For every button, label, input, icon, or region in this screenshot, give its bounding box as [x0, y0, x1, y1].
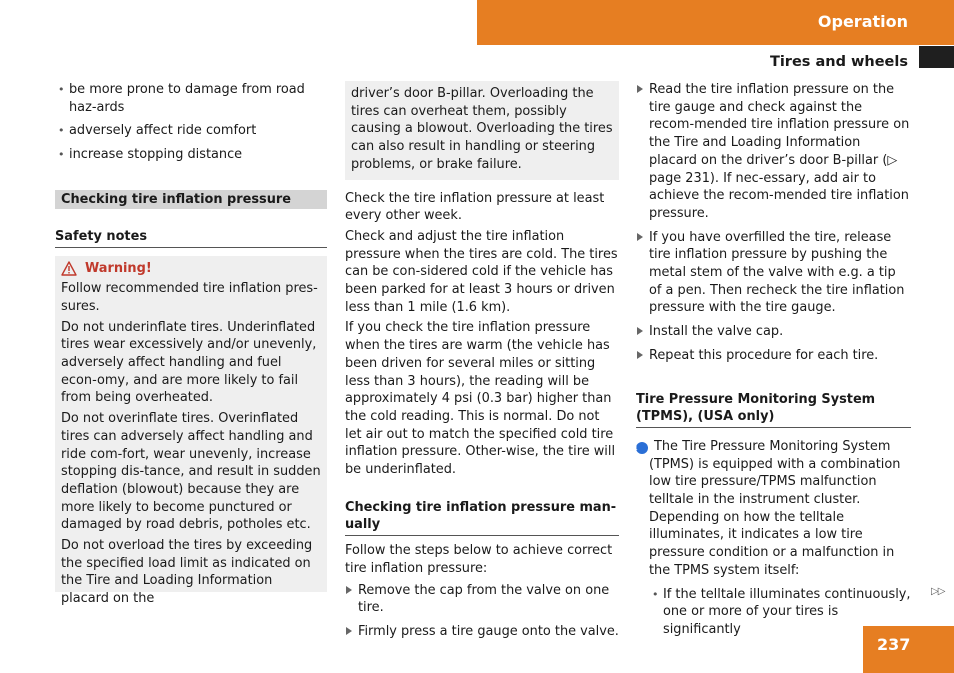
list-item: • adversely affect ride comfort [55, 122, 327, 140]
manual-check-heading: Checking tire inflation pressure man-ually [345, 499, 619, 536]
warning-box-continued [345, 81, 619, 180]
warning-header [61, 260, 321, 278]
step-item: Firmly press a tire gauge onto the valve. [345, 623, 619, 641]
list-item: • be more prone to damage from road haz-ards [55, 81, 327, 116]
page-number: 237 [877, 635, 911, 654]
step-item: Read the tire inflation pressure on the tire gauge and check against the recom-mended tire inflation pressure on the Tire and Loading Information placard on the driver’s door B-pillar (▷ page 231). If nec-essary, add air to achieve the recom-mended tire inflation pressure. [636, 81, 911, 223]
section-title: Tires and wheels [769, 54, 908, 70]
list-item: • If the telltale illuminates continuously, one or more of your tires is significantly [649, 586, 911, 639]
step-item: Remove the cap from the valve on one tire. [345, 582, 619, 617]
chapter-title: Operation [817, 12, 908, 31]
warning-title: Warning! [85, 260, 152, 276]
warning-paragraph: Follow recommended tire inflation pres-sures. [61, 281, 318, 314]
section-bar: Checking tire inflation pressure [55, 190, 327, 209]
tpms-heading: Tire Pressure Monitoring System (TPMS), (USA only) [636, 391, 911, 428]
step-item: If you have overfilled the tire, release tire inflation pressure by pushing the metal stem of the valve with e.g. a tip of a pen. Then recheck the tire inflation pressure with the tire gauge. [636, 229, 911, 318]
info-icon: i [636, 442, 648, 454]
paragraph: If you check the tire inflation pressure when the tires are warm (the vehicle has been driven for several miles or sitting less than 3 hours), the reading will be approximately 4 psi (0.3 bar) higher than the cold reading. This is normal. Do not let air out to match the specified cold tire inflation pressure. Other-wise, the tire will be underinflated. [345, 320, 616, 478]
safety-notes-heading: Safety notes [55, 228, 327, 248]
warning-paragraph: Do not underinflate tires. Underinflated tires wear excessively and/or unevenly, adversely affect handling and fuel econ-omy, and are more likely to fail from being overheated. [61, 319, 317, 406]
paragraph: Follow the steps below to achieve correct tire inflation pressure: [345, 543, 613, 576]
warning-paragraph: Do not overinflate tires. Overinflated tires can adversely affect handling and ride com-fort, wear unevenly, increase stopping dis-tance, and result in sudden deflation (blowout) because they are more likely to become punctured or damaged by road debris, potholes etc. [61, 411, 321, 533]
tpms-text: The Tire Pressure Monitoring System (TPMS) is equipped with a combination low tire pressure/TPMS malfunction telltale in the instrument cluster. Depending on how the telltale illuminates, it indicates a low tire pressure condition or a malfunction in the TPMS system itself: [649, 438, 901, 578]
warning-triangle-icon [61, 261, 77, 276]
continued-marker: ▷▷ [931, 586, 945, 597]
paragraph: Check and adjust the tire inflation pressure when the tires are cold. The tires can be con-sidered cold if the vehicle has been parked for at least 3 hours or driven less than 1 mile (1.6 km). [345, 228, 618, 315]
column-2 [345, 81, 619, 647]
list-item: • increase stopping distance [55, 146, 327, 164]
tpms-paragraph [633, 438, 911, 580]
warning-paragraph: driver’s door B-pillar. Overloading the tires can overheat them, possibly causing a blowout. Overloading the tires can also result in handling or steering problems, or brake failure. [351, 86, 613, 172]
thumb-tab [919, 46, 954, 68]
warning-box [55, 256, 327, 607]
column-1 [55, 81, 327, 607]
warning-paragraph: Do not overload the tires by exceeding the specified load limit as indicated on the Tire and Loading Information placard on the [61, 538, 313, 607]
column-3 [633, 81, 911, 639]
step-item: Install the valve cap. [636, 323, 911, 341]
step-item: Repeat this procedure for each tire. [636, 347, 911, 365]
paragraph: Check the tire inflation pressure at least every other week. [345, 190, 605, 224]
